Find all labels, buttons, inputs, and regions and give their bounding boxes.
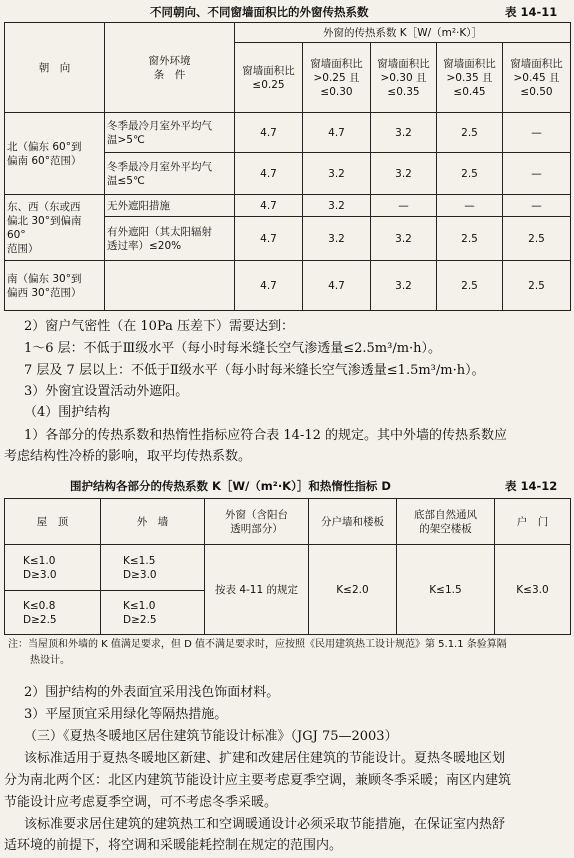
para-line: 2）围护结构的外表面宜采用浅色饰面材料。 (24, 685, 280, 700)
env-cell: 冬季最冷月室外平均气 温>5℃ (105, 113, 235, 153)
env-cell (105, 261, 235, 311)
para-line: 适环境的前提下，将空调和采暖能耗控制在规定的范围内。 (4, 838, 343, 853)
value-cell: — (371, 195, 437, 217)
header-door: 户 门 (495, 499, 571, 545)
value-cell: 2.5 (437, 153, 503, 195)
value-cell: 2.5 (503, 217, 571, 261)
value-cell: 4.7 (235, 195, 303, 217)
value-cell: 3.2 (303, 195, 371, 217)
value-cell: — (503, 195, 571, 217)
orientation-cell: 北（偏东 60°到 偏南 60°范围） (5, 113, 105, 195)
value-cell: 4.7 (303, 261, 371, 311)
para-line: 2）窗户气密性（在 10Pa 压差下）需要达到： (24, 319, 294, 334)
para-line: 3）平屋顶宜采用绿化等隔热措施。 (24, 707, 228, 722)
header-env: 窗外环境 条 件 (105, 23, 235, 113)
value-cell: 2.5 (437, 217, 503, 261)
para-line: 7 层及 7 层以上：不低于Ⅱ级水平（每小时每米缝长空气渗透量≤1.5m³/m·h）。 (24, 363, 485, 378)
roof-cell: K≤0.8 D≥2.5 (5, 591, 101, 635)
roof-cell: K≤1.0 D≥3.0 (5, 545, 101, 591)
section-heading: （三）《夏热冬暖地区居住建筑节能设计标准》（JGJ 75—2003） (24, 729, 398, 744)
para-line: 节能设计应考虑夏季空调，可不考虑冬季采暖。 (4, 795, 278, 810)
header-ratio: 窗墙面积比 >0.25 且 ≤0.30 (303, 43, 371, 113)
table-note: 热设计。 (30, 655, 70, 666)
para-line: 该标准要求居住建筑的建筑热工和空调暖通设计必须采取节能措施，在保证室内热舒 (24, 817, 506, 832)
value-cell: 4.7 (235, 261, 303, 311)
para-line: （4）围护结构 (24, 405, 111, 420)
table1-number: 表 14-11 (505, 5, 558, 19)
header-ratio: 窗墙面积比 >0.35 且 ≤0.45 (437, 43, 503, 113)
env-cell: 有外遮阳（其太阳辐射 透过率）≤20% (105, 217, 235, 261)
value-cell: 3.2 (371, 217, 437, 261)
value-cell: 2.5 (437, 261, 503, 311)
table1-caption: 不同朝向、不同窗墙面积比的外窗传热系数 (150, 5, 369, 19)
header-ratio: 窗墙面积比 >0.45 且 ≤0.50 (503, 43, 571, 113)
value-cell: 3.2 (371, 113, 437, 153)
value-cell: — (503, 113, 571, 153)
header-wall: 外 墙 (101, 499, 205, 545)
value-cell: 4.7 (235, 113, 303, 153)
door-cell: K≤3.0 (495, 545, 571, 635)
header-window: 外窗（含阳台 透明部分） (205, 499, 309, 545)
orientation-cell: 南（偏东 30°到 偏西 30°范围） (5, 261, 105, 311)
table-row (5, 545, 571, 591)
header-ratio: 窗墙面积比 ≤0.25 (235, 43, 303, 113)
table-row (5, 195, 571, 217)
wall-cell: K≤1.0 D≥2.5 (101, 591, 205, 635)
value-cell: 3.2 (371, 261, 437, 311)
header-roof: 屋 顶 (5, 499, 101, 545)
floor-cell: K≤1.5 (397, 545, 495, 635)
window-cell: 按表 4-11 的规定 (205, 545, 309, 635)
table-14-11 (4, 22, 571, 311)
wall-cell: K≤1.5 D≥3.0 (101, 545, 205, 591)
partition-cell: K≤2.0 (309, 545, 397, 635)
header-floor: 底部自然通风 的架空楼板 (397, 499, 495, 545)
value-cell: 3.2 (371, 153, 437, 195)
orientation-cell: 东、西（东或西 偏北 30°到偏南 60° 范围） (5, 195, 105, 261)
value-cell: 2.5 (437, 113, 503, 153)
table2-number: 表 14-12 (505, 479, 558, 493)
para-line: 该标准适用于夏热冬暖地区新建、扩建和改建居住建筑的节能设计。夏热冬暖地区划 (24, 751, 506, 766)
para-line: 考虑结构性冷桥的影响，取平均传热系数。 (4, 449, 252, 464)
value-cell: 4.7 (303, 113, 371, 153)
header-partition: 分户墙和楼板 (309, 499, 397, 545)
value-cell: — (437, 195, 503, 217)
value-cell: — (503, 153, 571, 195)
value-cell: 2.5 (503, 261, 571, 311)
env-cell: 冬季最冷月室外平均气 温≤5℃ (105, 153, 235, 195)
table-row (5, 113, 571, 153)
value-cell: 4.7 (235, 153, 303, 195)
para-line: 分为南北两个区：北区内建筑节能设计应主要考虑夏季空调，兼顾冬季采暖；南区内建筑 (4, 773, 512, 788)
value-cell: 3.2 (303, 217, 371, 261)
table2-caption: 围护结构各部分的传热系数 K［W/（m²·K）］和热惰性指标 D (70, 479, 391, 493)
header-ratio: 窗墙面积比 >0.30 且 ≤0.35 (371, 43, 437, 113)
table-14-12 (4, 498, 571, 635)
table-note: 注：当屋顶和外墙的 K 值满足要求，但 D 值不满足要求时，应按照《民用建筑热工设计规范》第 5.1.1 条验算隔 (8, 639, 507, 650)
header-orientation: 朝 向 (5, 23, 105, 113)
value-cell: 3.2 (303, 153, 371, 195)
para-line: 1）各部分的传热系数和热惰性指标应符合表 14-12 的规定。其中外墙的传热系数应 (24, 428, 508, 443)
para-line: 3）外窗宜设置活动外遮阳。 (24, 384, 189, 399)
header-k-group: 外窗的传热系数 K［W/（m²·K）］ (235, 23, 571, 43)
table-row (5, 261, 571, 311)
para-line: 1～6 层：不低于Ⅲ级水平（每小时每米缝长空气渗透量≤2.5m³/m·h）。 (24, 341, 442, 356)
value-cell: 4.7 (235, 217, 303, 261)
env-cell: 无外遮阳措施 (105, 195, 235, 217)
